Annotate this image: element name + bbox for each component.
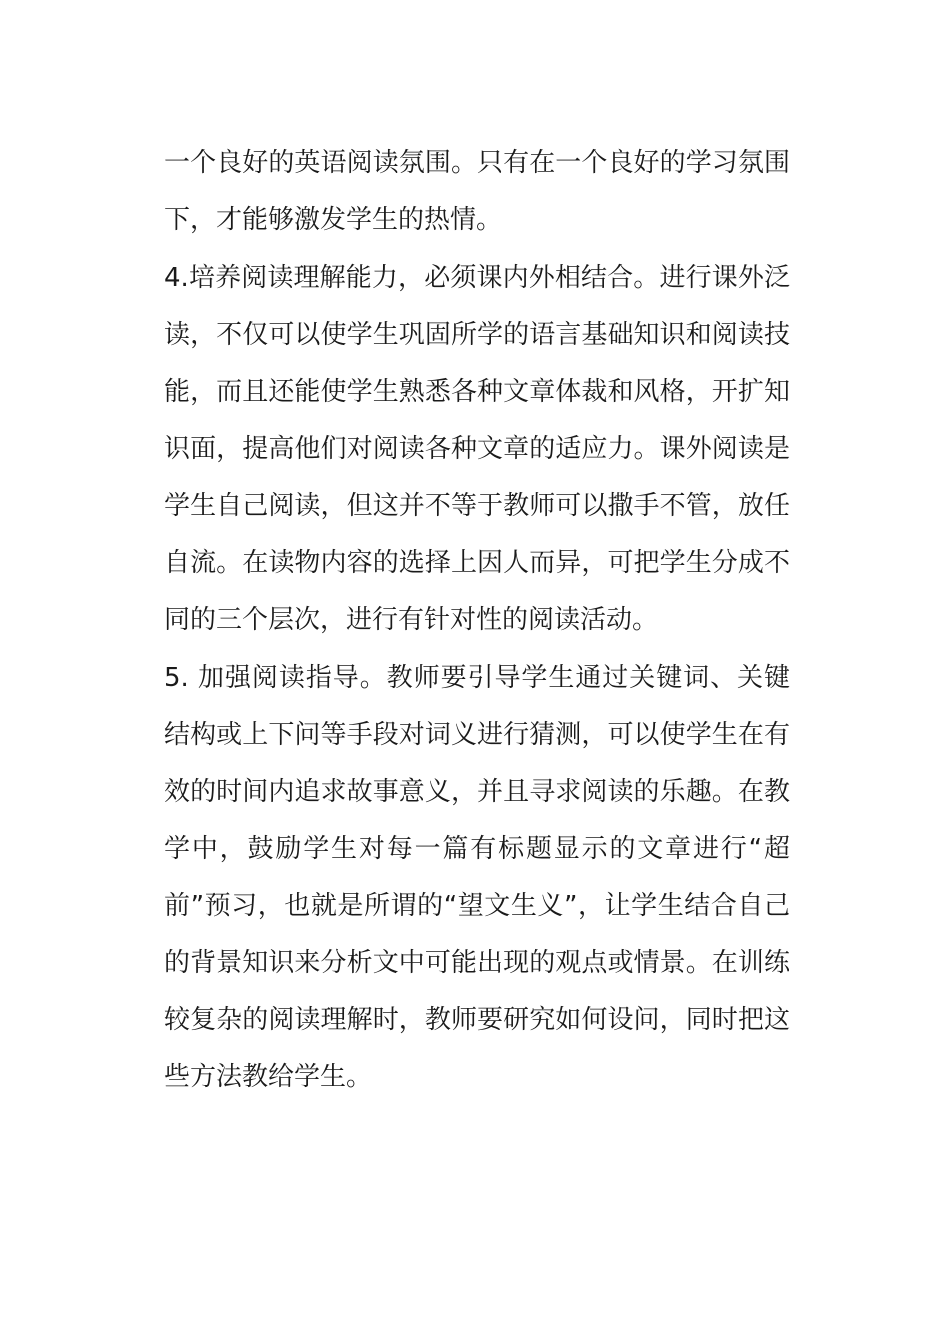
paragraph-3: 5. 加强阅读指导。教师要引导学生通过关键词、关键结构或上下问等手段对词义进行猜测，可以使学生在有效的时间内追求故事意义，并且寻求阅读的乐趣。在教学中，鼓励学生对每一篇有标题显示的文章进行“超前”预习，也就是所谓的“望文生义”，让学生结合自己的背景知识来分析文中可能出现的观点或情景。在训练较复杂的阅读理解时，教师要研究如何设问，同时把这些方法教给学生。 [164, 663, 790, 1092]
paragraph-1: 一个良好的英语阅读氛围。只有在一个良好的学习氛围下，才能够激发学生的热情。 [164, 148, 790, 235]
paragraph-2: 4.培养阅读理解能力，必须课内外相结合。进行课外泛读，不仅可以使学生巩固所学的语言基础知识和阅读技能，而且还能使学生熟悉各种文章体裁和风格，开扩知识面，提高他们对阅读各种文章的适应力。课外阅读是学生自己阅读，但这并不等于教师可以撒手不管，放任自流。在读物内容的选择上因人而异，可把学生分成不同的三个层次，进行有针对性的阅读活动。 [164, 263, 790, 635]
body-text [164, 135, 790, 1106]
